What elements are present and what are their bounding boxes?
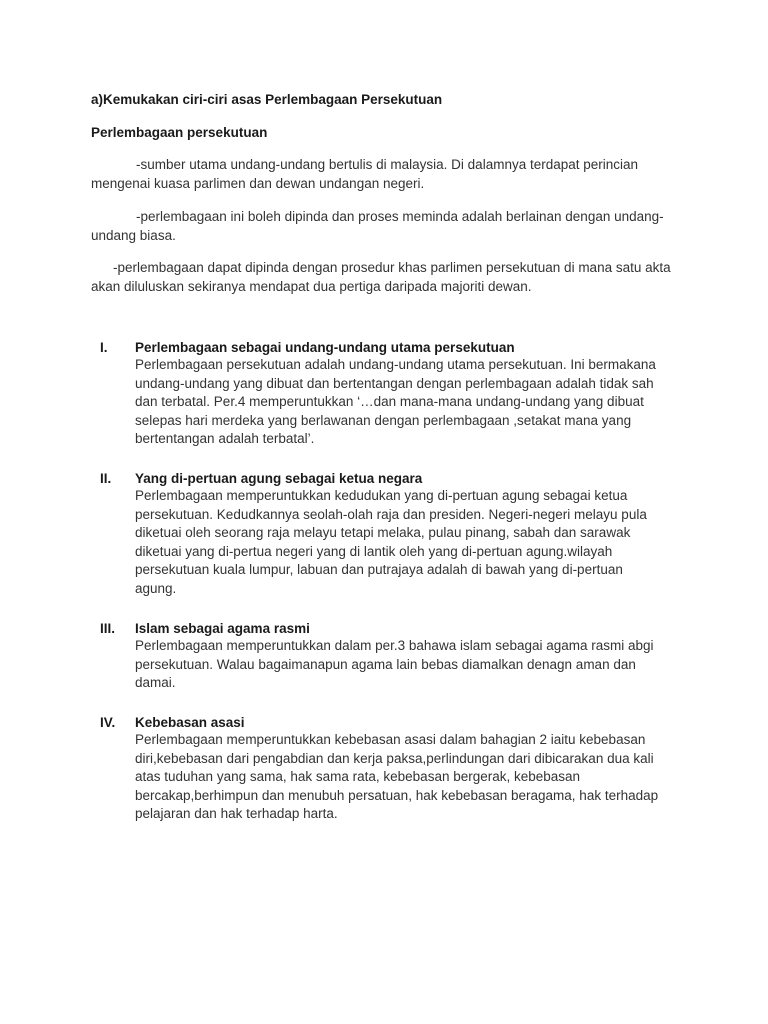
- item-title: Yang di-pertuan agung sebagai ketua negara: [135, 471, 423, 486]
- question-heading: a)Kemukakan ciri-ciri asas Perlembagaan Persekutuan: [91, 92, 443, 107]
- item-title: Islam sebagai agama rasmi: [135, 621, 310, 636]
- item-title: Perlembagaan sebagai undang-undang utama persekutuan: [135, 340, 515, 355]
- item-numeral: II.: [100, 471, 112, 486]
- item-numeral: III.: [100, 621, 116, 636]
- intro-paragraph-3: -perlembagaan dapat dipinda dengan prosedur khas parlimen persekutuan di mana satu akta akan diluluskan sekiranya mendapat dua pertiga daripada majoriti dewan.: [91, 260, 671, 294]
- intro-paragraph-1: -sumber utama undang-undang bertulis di malaysia. Di dalamnya terdapat perincian mengenai kuasa parlimen dan dewan undangan negeri.: [91, 157, 639, 191]
- item-numeral: IV.: [100, 715, 116, 730]
- item-title: Kebebasan asasi: [135, 715, 245, 730]
- item-body: Perlembagaan memperuntukkan kedudukan yang di-pertuan agung sebagai ketua persekutuan. Kedudkannya seolah-olah raja dan presiden. Negeri-negeri melayu pula diketuai oleh seorang raja melayu tetapi melaka, pulau pinang, sabah dan sarawak diketuai yang di-pertua negeri yang di lantik oleh yang di-pertuan agung.wilayah persekutuan kuala lumpur, labuan dan putrajaya adalah di bawah yang di-pertuan agung.: [135, 488, 647, 596]
- item-numeral: I.: [100, 340, 108, 355]
- item-body: Perlembagaan persekutuan adalah undang-undang utama persekutuan. Ini bermakana undang-undang yang dibuat dan bertentangan dengan perlembagaan adalah tidak sah dan terbatal. Per.4 memperuntukkan ‘…dan mana-mana undang-undang yang dibuat selepas hari merdeka yang berlawanan dengan perlembagaan ,setakat mana yang bertentangan adalah terbatal’.: [135, 357, 656, 446]
- intro-paragraph-2: -perlembagaan ini boleh dipinda dan proses meminda adalah berlainan dengan undang-undang biasa.: [91, 209, 664, 243]
- item-body: Perlembagaan memperuntukkan kebebasan asasi dalam bahagian 2 iaitu kebebasan diri,kebebasan dari pengabdian dan kerja paksa,perlindungan dari dibicarakan dua kali atas tuduhan yang sama, hak sama rata, kebebasan bergerak, kebebasan bercakap,berhimpun dan menubuh persatuan, hak kebebasan beragama, hak terhadap pelajaran dan hak terhadap harta.: [135, 732, 659, 821]
- section-title: Perlembagaan persekutuan: [91, 125, 268, 140]
- item-body: Perlembagaan memperuntukkan dalam per.3 bahawa islam sebagai agama rasmi abgi persekutuan. Walau bagaimanapun agama lain bebas diamalkan denagn aman dan damai.: [135, 638, 654, 690]
